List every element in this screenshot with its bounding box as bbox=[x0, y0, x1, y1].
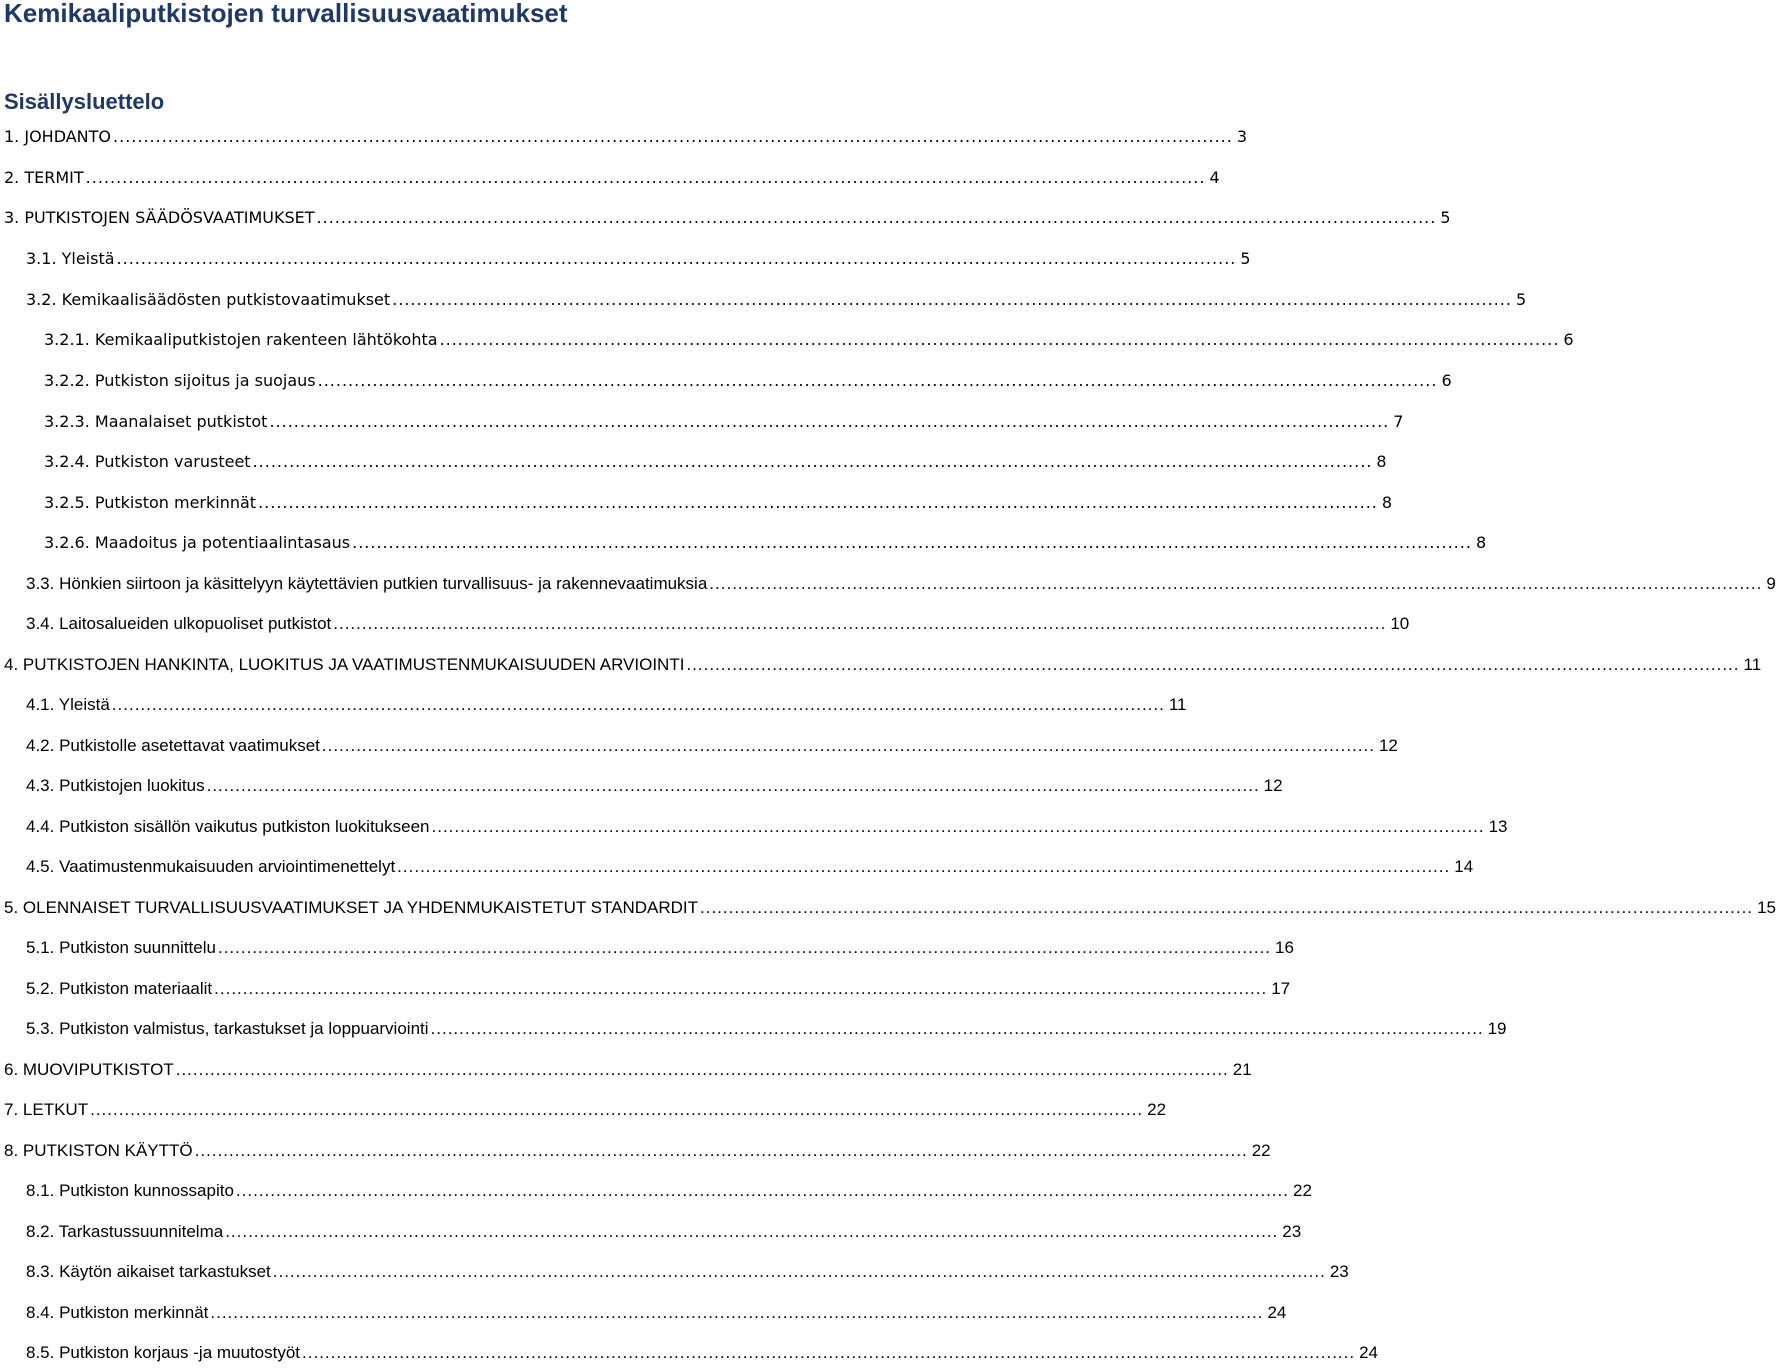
toc-entry-3-2-3[interactable] bbox=[44, 409, 1404, 435]
toc-entry-3-2-6[interactable] bbox=[44, 530, 1487, 556]
toc-heading: Sisällysluettelo bbox=[4, 89, 165, 114]
dot-leader: ........................................................................................................................................................................................ bbox=[111, 695, 1165, 714]
toc-entry-termit[interactable] bbox=[4, 165, 1220, 191]
toc-entry-label: 8.3. Käytön aikaiset tarkastukset bbox=[26, 1262, 271, 1281]
toc-entry-label: 3.2. Kemikaalisäädösten putkistovaatimukset bbox=[26, 290, 391, 309]
toc-entry-label: 3.4. Laitosalueiden ulkopuoliset putkistot bbox=[26, 614, 332, 633]
toc-entry-8-4[interactable] bbox=[26, 1300, 1287, 1326]
toc-entry-label: 3.2.3. Maanalaiset putkistot bbox=[44, 412, 268, 431]
dot-leader: ........................................................................................................................................................................................ bbox=[217, 938, 1272, 957]
toc-entry-3-2-4[interactable] bbox=[44, 449, 1387, 475]
toc-entry-label: 3. PUTKISTOJEN SÄÄDÖSVAATIMUKSET bbox=[4, 208, 315, 227]
toc-entry-page: 24 bbox=[1359, 1343, 1379, 1362]
toc-entry-label: 8.4. Putkiston merkinnät bbox=[26, 1303, 209, 1322]
toc-entry-label: 8.2. Tarkastussuunnitelma bbox=[26, 1222, 224, 1241]
toc-entry-johdanto[interactable] bbox=[4, 124, 1248, 150]
toc-entry-hankinta[interactable] bbox=[4, 652, 1762, 678]
toc-entry-label: 4.3. Putkistojen luokitus bbox=[26, 776, 205, 795]
toc-entry-page: 17 bbox=[1271, 979, 1291, 998]
toc-entry-page: 4 bbox=[1209, 168, 1220, 187]
dot-leader: ........................................................................................................................................................................................ bbox=[90, 1100, 1144, 1119]
dot-leader: ........................................................................................................................................................................................ bbox=[258, 493, 1378, 512]
dot-leader: ........................................................................................................................................................................................ bbox=[85, 168, 1206, 187]
document-title: Kemikaaliputkistojen turvallisuusvaatimukset bbox=[4, 0, 568, 28]
toc-entry-page: 11 bbox=[1168, 695, 1187, 714]
toc-entry-4-4[interactable] bbox=[26, 814, 1508, 840]
dot-leader: ........................................................................................................................................................................................ bbox=[700, 898, 1754, 917]
dot-leader: ........................................................................................................................................................................................ bbox=[709, 574, 1763, 593]
toc-entry-8-2[interactable] bbox=[26, 1219, 1302, 1245]
toc-entry-label: 3.2.4. Putkiston varusteet bbox=[44, 452, 251, 471]
dot-leader: ........................................................................................................................................................................................ bbox=[431, 817, 1485, 836]
dot-leader: ........................................................................................................................................................................................ bbox=[397, 857, 1451, 876]
toc-entry-8-3[interactable] bbox=[26, 1259, 1349, 1285]
toc-entry-page: 12 bbox=[1263, 776, 1283, 795]
toc-entry-page: 3 bbox=[1236, 127, 1248, 146]
dot-leader: ........................................................................................................................................................................................ bbox=[175, 1060, 1229, 1079]
toc-entry-label: 4.2. Putkistolle asetettavat vaatimukset bbox=[26, 736, 320, 755]
toc-entry-page: 21 bbox=[1232, 1060, 1252, 1079]
dot-leader: ........................................................................................................................................................................................ bbox=[225, 1222, 1279, 1241]
toc-entry-page: 23 bbox=[1329, 1262, 1349, 1281]
dot-leader: ........................................................................................................................................................................................ bbox=[269, 412, 1390, 431]
toc-entry-page: 14 bbox=[1454, 857, 1474, 876]
toc-entry-page: 19 bbox=[1487, 1019, 1507, 1038]
dot-leader: ........................................................................................................................................................................................ bbox=[116, 249, 1237, 268]
toc-entry-label: 6. MUOVIPUTKISTOT bbox=[4, 1060, 174, 1079]
toc-entry-page: 22 bbox=[1147, 1100, 1167, 1119]
dot-leader: ........................................................................................................................................................................................ bbox=[333, 614, 1387, 633]
toc-entry-label: 3.2.2. Putkiston sijoitus ja suojaus bbox=[44, 371, 316, 390]
dot-leader: ........................................................................................................................................................................................ bbox=[206, 776, 1260, 795]
dot-leader: ........................................................................................................................................................................................ bbox=[302, 1343, 1356, 1362]
toc-entry-4-3[interactable] bbox=[26, 773, 1283, 799]
toc-entry-page: 12 bbox=[1378, 736, 1398, 755]
toc-entry-page: 22 bbox=[1251, 1141, 1271, 1160]
toc-entry-page: 6 bbox=[1441, 371, 1452, 390]
toc-entry-page: 8 bbox=[1475, 533, 1487, 552]
toc-entry-page: 16 bbox=[1275, 938, 1294, 957]
dot-leader: ........................................................................................................................................................................................ bbox=[252, 452, 1373, 471]
toc-entry-page: 5 bbox=[1515, 290, 1527, 309]
dot-leader: ........................................................................................................................................................................................ bbox=[430, 1019, 1484, 1038]
toc-entry-3-2-5[interactable] bbox=[44, 490, 1393, 516]
dot-leader: ........................................................................................................................................................................................ bbox=[439, 330, 1560, 349]
toc-entry-label: 1. JOHDANTO bbox=[4, 127, 112, 146]
dot-leader: ........................................................................................................................................................................................ bbox=[317, 371, 1438, 390]
toc-entry-page: 10 bbox=[1390, 614, 1410, 633]
toc-entry-letkut[interactable] bbox=[4, 1097, 1167, 1123]
toc-entry-label: 8.1. Putkiston kunnossapito bbox=[26, 1181, 234, 1200]
toc-entry-page: 11 bbox=[1743, 655, 1762, 674]
dot-leader: ........................................................................................................................................................................................ bbox=[392, 290, 1512, 309]
dot-leader: ........................................................................................................................................................................................ bbox=[321, 736, 1375, 755]
toc-entry-page: 23 bbox=[1282, 1222, 1302, 1241]
toc-entry-page: 22 bbox=[1292, 1181, 1312, 1200]
toc-entry-5-3[interactable] bbox=[26, 1016, 1507, 1042]
toc-entry-label: 5.2. Putkiston materiaalit bbox=[26, 979, 213, 998]
dot-leader: ........................................................................................................................................................................................ bbox=[316, 208, 1437, 227]
toc-entry-page: 9 bbox=[1766, 574, 1776, 593]
toc-entry-page: 15 bbox=[1757, 898, 1776, 917]
toc-entry-label: 3.1. Yleistä bbox=[26, 249, 115, 268]
dot-leader: ........................................................................................................................................................................................ bbox=[210, 1303, 1264, 1322]
toc-entry-label: 3.3. Hönkien siirtoon ja käsittelyyn käytettävien putkien turvallisuus- ja rakennevaatimuksia bbox=[26, 574, 708, 593]
toc-entry-label: 8. PUTKISTON KÄYTTÖ bbox=[4, 1141, 193, 1160]
dot-leader: ........................................................................................................................................................................................ bbox=[113, 127, 1233, 146]
toc-entry-4-5[interactable] bbox=[26, 854, 1474, 880]
toc-entry-label: 4.1. Yleistä bbox=[26, 695, 110, 714]
toc-entry-page: 5 bbox=[1240, 249, 1251, 268]
toc-entry-label: 2. TERMIT bbox=[4, 168, 84, 187]
toc-entry-label: 4.4. Putkiston sisällön vaikutus putkiston luokitukseen bbox=[26, 817, 430, 836]
dot-leader: ........................................................................................................................................................................................ bbox=[235, 1181, 1289, 1200]
toc-entry-label: 4.5. Vaatimustenmukaisuuden arviointimenettelyt bbox=[26, 857, 396, 876]
toc-entry-muoviputkistot[interactable] bbox=[4, 1057, 1252, 1083]
dot-leader: ........................................................................................................................................................................................ bbox=[194, 1141, 1248, 1160]
toc-entry-4-1[interactable] bbox=[26, 692, 1187, 718]
toc-entry-4-2[interactable] bbox=[26, 733, 1398, 759]
toc-entry-3-2[interactable] bbox=[26, 287, 1527, 313]
toc-entry-page: 6 bbox=[1563, 330, 1574, 349]
toc-entry-page: 7 bbox=[1393, 412, 1404, 431]
toc-entry-label: 7. LETKUT bbox=[4, 1100, 89, 1119]
toc-entry-page: 24 bbox=[1267, 1303, 1287, 1322]
toc-entry-3-4[interactable] bbox=[26, 611, 1410, 637]
toc-entry-kaytto[interactable] bbox=[4, 1138, 1271, 1164]
toc-entry-3-3[interactable] bbox=[26, 571, 1776, 597]
dot-leader: ........................................................................................................................................................................................ bbox=[686, 655, 1740, 674]
toc-entry-8-5[interactable] bbox=[26, 1340, 1379, 1366]
toc-entry-label: 5. OLENNAISET TURVALLISUUSVAATIMUKSET JA YHDENMUKAISTETUT STANDARDIT bbox=[4, 898, 699, 917]
dot-leader: ........................................................................................................................................................................................ bbox=[272, 1262, 1326, 1281]
toc-entry-5-2[interactable] bbox=[26, 976, 1291, 1002]
toc-entry-label: 5.3. Putkiston valmistus, tarkastukset ja loppuarviointi bbox=[26, 1019, 429, 1038]
toc-entry-page: 5 bbox=[1440, 208, 1451, 227]
toc-entry-label: 3.2.6. Maadoitus ja potentiaalintasaus bbox=[44, 533, 351, 552]
toc-entry-page: 13 bbox=[1488, 817, 1508, 836]
toc-entry-label: 4. PUTKISTOJEN HANKINTA, LUOKITUS JA VAATIMUSTENMUKAISUUDEN ARVIOINTI bbox=[4, 655, 685, 674]
dot-leader: ........................................................................................................................................................................................ bbox=[352, 533, 1472, 552]
toc-entry-3-2-2[interactable] bbox=[44, 368, 1452, 394]
toc-entry-label: 5.1. Putkiston suunnittelu bbox=[26, 938, 216, 957]
toc-entry-3-1[interactable] bbox=[26, 246, 1251, 272]
toc-entry-8-1[interactable] bbox=[26, 1178, 1312, 1204]
toc-entry-label: 3.2.1. Kemikaaliputkistojen rakenteen lähtökohta bbox=[44, 330, 438, 349]
toc-entry-saadosvaatimukset[interactable] bbox=[4, 205, 1451, 231]
toc-entry-page: 8 bbox=[1376, 452, 1387, 471]
toc-entry-5-1[interactable] bbox=[26, 935, 1294, 961]
toc-entry-label: 3.2.5. Putkiston merkinnät bbox=[44, 493, 257, 512]
toc-entry-3-2-1[interactable] bbox=[44, 327, 1574, 353]
dot-leader: ........................................................................................................................................................................................ bbox=[214, 979, 1268, 998]
toc-entry-page: 8 bbox=[1381, 493, 1393, 512]
toc-entry-olennaiset[interactable] bbox=[4, 895, 1776, 921]
toc-entry-label: 8.5. Putkiston korjaus -ja muutostyöt bbox=[26, 1343, 301, 1362]
